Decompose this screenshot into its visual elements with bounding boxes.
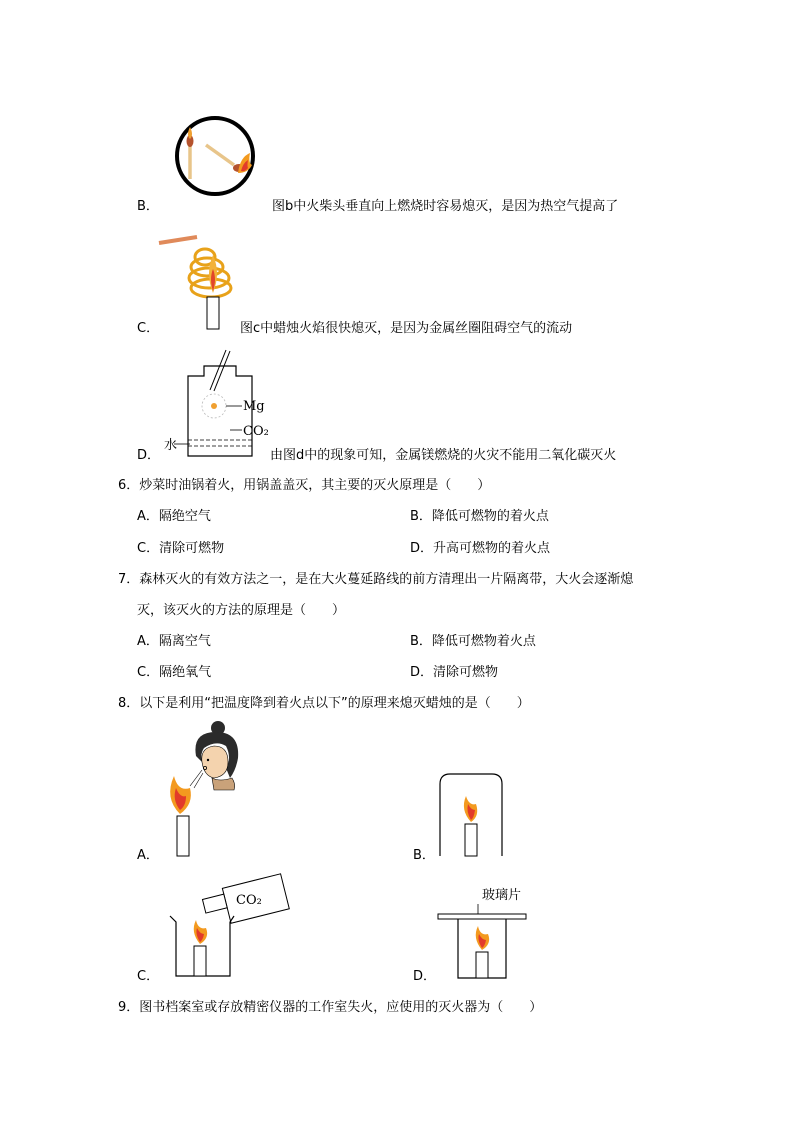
glass-plate-beaker-figure (436, 904, 528, 982)
candle-covered-beaker-figure (436, 770, 506, 862)
q5-option-d-letter: D． (137, 448, 161, 463)
q7-stem-line2: 灭，该灭火的方法的原理是（ ） (137, 603, 346, 618)
label-co2-c: CO₂ (236, 893, 262, 908)
q7-option-a: A．隔离空气 (137, 634, 211, 649)
candle-coil-figure (157, 233, 247, 333)
q8-option-d: D． (413, 969, 437, 984)
q5-option-c-letter: C． (137, 321, 160, 336)
q6-option-a: A．隔绝空气 (137, 509, 211, 524)
q6-option-c: C．清除可燃物 (137, 541, 225, 556)
q7-option-d: D．清除可燃物 (410, 665, 499, 680)
label-water: 水 (164, 438, 178, 453)
q7-stem-line1: 7．森林灭火的有效方法之一，是在大火蔓延路线的前方清理出一片隔离带，大火会逐渐熄 (118, 572, 634, 587)
match-circle-figure (162, 115, 272, 197)
q7-option-b: B．降低可燃物着火点 (410, 634, 536, 649)
co2-pour-beaker-figure (160, 872, 290, 982)
q6-option-b: B．降低可燃物的着火点 (410, 509, 549, 524)
q5-option-c-text: 图c中蜡烛火焰很快熄灭，是因为金属丝圈阻碍空气的流动 (240, 321, 573, 336)
q8-stem: 8．以下是利用“把温度降到着火点以下”的原理来熄灭蜡烛的是（ ） (118, 696, 530, 711)
q7-option-c: C．隔绝氧气 (137, 665, 212, 680)
label-glass-plate: 玻璃片 (482, 888, 522, 903)
girl-blowing-candle-figure (160, 718, 255, 858)
q8-option-b: B． (413, 848, 435, 863)
label-co2-d: CO₂ (243, 424, 269, 439)
q5-option-b-text: 图b中火柴头垂直向上燃烧时容易熄灭，是因为热空气提高了 (272, 199, 619, 214)
label-mg: Mg (243, 399, 265, 414)
q6-option-d: D．升高可燃物的着火点 (410, 541, 551, 556)
q8-option-c: C． (137, 969, 160, 984)
q8-option-a: A． (137, 848, 159, 863)
q5-option-d-text: 由图d中的现象可知，金属镁燃烧的火灾不能用二氧化碳灭火 (270, 448, 617, 463)
q6-stem: 6．炒菜时油锅着火，用锅盖盖灭，其主要的灭火原理是（ ） (118, 478, 491, 493)
q5-option-b-letter: B． (137, 199, 159, 214)
q9-stem: 9．图书档案室或存放精密仪器的工作室失火，应使用的灭火器为（ ） (118, 1000, 543, 1015)
